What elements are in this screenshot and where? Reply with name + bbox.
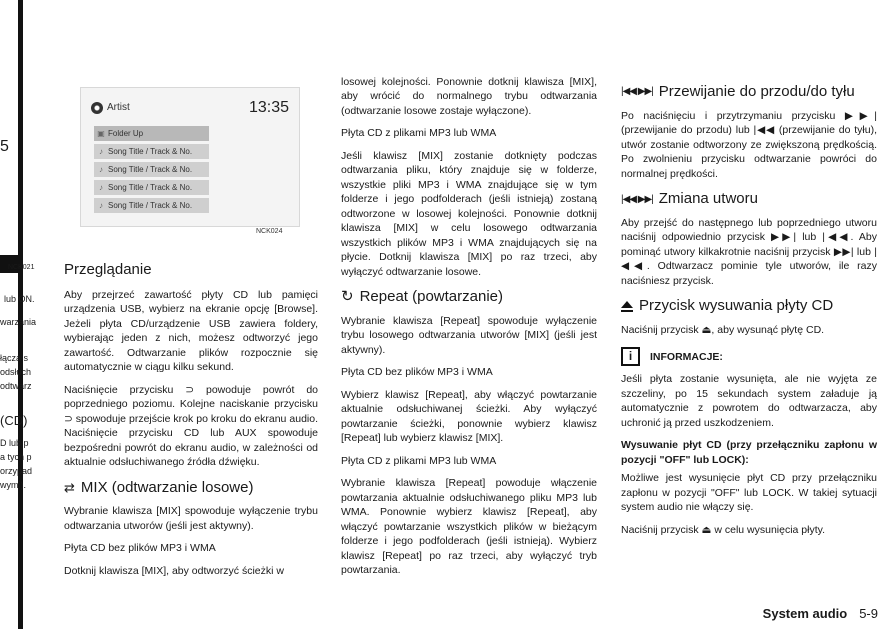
repeat-heading-row: [341, 287, 597, 308]
paragraph: Jeśli klawisz [MIX] zostanie dotknięty podczas odtwarzania pliku, który znajduje się w folderze, wszystkie pliki MP3 i WMA znajdujące się w tym folderze i jego podfolderach (jeśli istnieją) zostaną odtworzone w losowej kolejności. Ponownie dotknij klawisza [MIX] w celu losowego odtwarzania wszystkich plików MP3 i WMA znajdujących się na płycie. Dotknij klawisza [MIX] po raz trzeci, aby wyłączyć odtwarzanie losowe.: [341, 149, 597, 278]
strip-label: odsłuch: [0, 367, 32, 377]
mix-icon: ⇄: [64, 479, 75, 495]
paragraph: losowej kolejności. Ponownie dotknij klawisza [MIX], aby wrócić do normalnego trybu odtwarzania (odtwarzanie losowe zostaje wyłączone).: [341, 76, 597, 117]
music-note-icon: ♪: [99, 147, 103, 156]
subheading: Płyta CD z plikami MP3 lub WMA: [341, 454, 497, 467]
strip-label: NCK021: [8, 264, 35, 271]
subheading: Płyta CD bez plików MP3 i WMA: [341, 366, 493, 379]
song-row: [94, 144, 209, 159]
section-heading: Repeat (powtarzanie): [359, 288, 503, 306]
seek-heading-row: [621, 82, 877, 103]
section-heading: Przeglądanie: [64, 261, 152, 278]
eject-icon: [621, 301, 633, 308]
paragraph: Aby przejrzeć zawartość płyty CD lub pamięci urządzenia USB, wybierz na ekranie opcję [Browse]. Jeżeli płyta CD/urządzenie USB zawiera foldery, wybierając jeden z nich, możesz odtworzyć jego zawartość. Odtwarzanie plików rozpocznie się automatycznie w ciągu kilku sekund.: [64, 288, 318, 374]
bold-subheading: Wysuwanie płyt CD (przy przełączniku zapłonu w pozycji "OFF" lub LOCK):: [621, 439, 877, 466]
music-note-icon: ♪: [99, 201, 103, 210]
paragraph: Jeśli płyta zostanie wysunięta, ale nie wyjęta ze szczeliny, po 15 sekundach system załaduje ją automatycznie z powrotem do odtwarzacza, aby uchronić ją przed uszkodzeniem.: [621, 373, 877, 429]
info-heading-row: [621, 347, 877, 366]
artist-label: Artist: [107, 102, 130, 113]
clock: 13:35: [248, 99, 289, 116]
eject-heading-row: [621, 296, 877, 317]
paragraph: Naciśnij przycisk ⏏ w celu wysunięcia płyty.: [621, 523, 826, 536]
column-2: [341, 75, 597, 586]
figure-caption: NCK024: [256, 228, 283, 235]
strip-label: wymi).: [0, 480, 26, 490]
song-row: [94, 180, 209, 195]
previous-page-strip: [0, 0, 52, 629]
song-row: [94, 162, 209, 177]
strip-label: orzypad: [0, 466, 33, 476]
strip-label: D lub p: [0, 438, 29, 448]
section-heading: MIX (odtwarzanie losowe): [80, 478, 254, 496]
track-heading-row: [621, 189, 877, 210]
strip-label: lub ON.: [4, 294, 35, 304]
section-heading: Przycisk wysuwania płyty CD: [639, 297, 834, 315]
section-heading: Zmiana utworu: [658, 190, 758, 208]
subheading: Płyta CD bez plików MP3 i WMA: [64, 542, 216, 555]
paragraph: Wybranie klawisza [Repeat] powoduje włączenie powtarzania aktualnie odsłuchiwanego pliku MP3 lub WMA. Ponownie wybierz klawisz [Repeat], aby włączyć powtarzanie wszystkich plików w bieżącym folderze i jego podfolderach (jeśli istnieją). Wybierz klawisz [Repeat] po raz trzeci, aby wyłączyć tryb powtarzania.: [341, 477, 597, 577]
column-1: [64, 260, 318, 586]
paragraph: Wybranie klawisza [Repeat] spowoduje wyłączenie trybu losowego odtwarzania utworów [MIX] (jeśli jest aktywny).: [341, 314, 597, 356]
paragraph: Naciśnij przycisk ⏏, aby wysunąć płytę CD.: [621, 323, 825, 336]
subheading: Płyta CD z plikami MP3 lub WMA: [341, 127, 497, 140]
row-label: Song Title / Track & No.: [108, 183, 193, 192]
section-name: System audio: [762, 606, 848, 621]
seek-icon: |◀◀ ▶▶|: [621, 86, 653, 98]
page-number: 5-9: [859, 606, 878, 621]
section-heading: Przewijanie do przodu/do tyłu: [658, 83, 855, 100]
screen-figure: [80, 87, 300, 227]
edge-bar: [18, 0, 23, 629]
strip-label: odtwarz: [0, 381, 32, 391]
strip-label: (CD): [0, 413, 28, 428]
repeat-icon: ↻: [341, 288, 354, 306]
paragraph: Wybranie klawisza [MIX] spowoduje wyłączenie trybu odtwarzania utworów (jeśli jest aktywny).: [64, 505, 318, 532]
strip-label: 5: [0, 138, 9, 155]
info-title: INFORMACJE:: [650, 350, 723, 363]
seek-icon: |◀◀ ▶▶|: [621, 193, 653, 205]
strip-label: a tych p: [0, 452, 32, 462]
paragraph: Aby przejść do następnego lub poprzedniego utworu naciśnij odpowiednio przycisk ▶▶| lub |◀◀. Aby pominąć utwory kilkakrotnie naciśnij przycisk ▶▶| lub |◀◀. Odtwarzacz pominie tyle utworów, ile razy naciśniesz przycisk.: [621, 216, 877, 287]
paragraph: Po naciśnięciu i przytrzymaniu przycisku ▶▶| (przewijanie do przodu) lub |◀◀ (przewijanie do tyłu), utwór zostanie odtworzony ze zwiększoną prędkością. Po zwolnieniu przycisku odtwarzanie powróci do normalnej prędkości.: [621, 109, 877, 180]
song-row: [94, 198, 209, 213]
paragraph: Możliwe jest wysunięcie płyt CD przy przełączniku zapłonu w pozycji "OFF" lub LOCK. W takiej sytuacji system audio nie włączy się.: [621, 472, 877, 514]
row-label: Folder Up: [108, 129, 144, 138]
info-icon: i: [621, 347, 640, 366]
mix-heading-row: [64, 478, 318, 499]
row-label: Song Title / Track & No.: [108, 147, 193, 156]
folder-icon: ▣: [97, 129, 105, 138]
paragraph: Naciśnięcie przycisku ⊃ powoduje powrót do poprzedniego poziomu. Kolejne naciskanie przycisku ⊃ spowoduje przejście krok po kroku do ekranu audio. Naciśnięcie przycisku CD lub AUX spowoduje bezpośredni powrót do ekranu audio, w zależności od aktualnie odsłuchiwanego źródła dźwięku.: [64, 383, 318, 469]
folder-up-row: [94, 126, 209, 141]
music-note-icon: ♪: [99, 165, 103, 174]
row-label: Song Title / Track & No.: [108, 165, 193, 174]
strip-label: warzania: [0, 317, 37, 327]
strip-label: łącza s: [0, 353, 29, 363]
disc-icon: [91, 102, 103, 114]
screen-header: [81, 96, 299, 120]
paragraph: Wybierz klawisz [Repeat], aby włączyć powtarzanie aktualnie odsłuchiwanej ścieżki. Aby wyłączyć powtarzanie ścieżki, ponownie wybierz klawisz [Repeat] lub wybierz klawisz [MIX].: [341, 388, 597, 445]
music-note-icon: ♪: [99, 183, 103, 192]
page-footer: [763, 605, 878, 623]
paragraph: Dotknij klawisza [MIX], aby odtworzyć ścieżki w: [64, 564, 284, 577]
row-label: Song Title / Track & No.: [108, 201, 193, 210]
column-3: [621, 82, 877, 545]
